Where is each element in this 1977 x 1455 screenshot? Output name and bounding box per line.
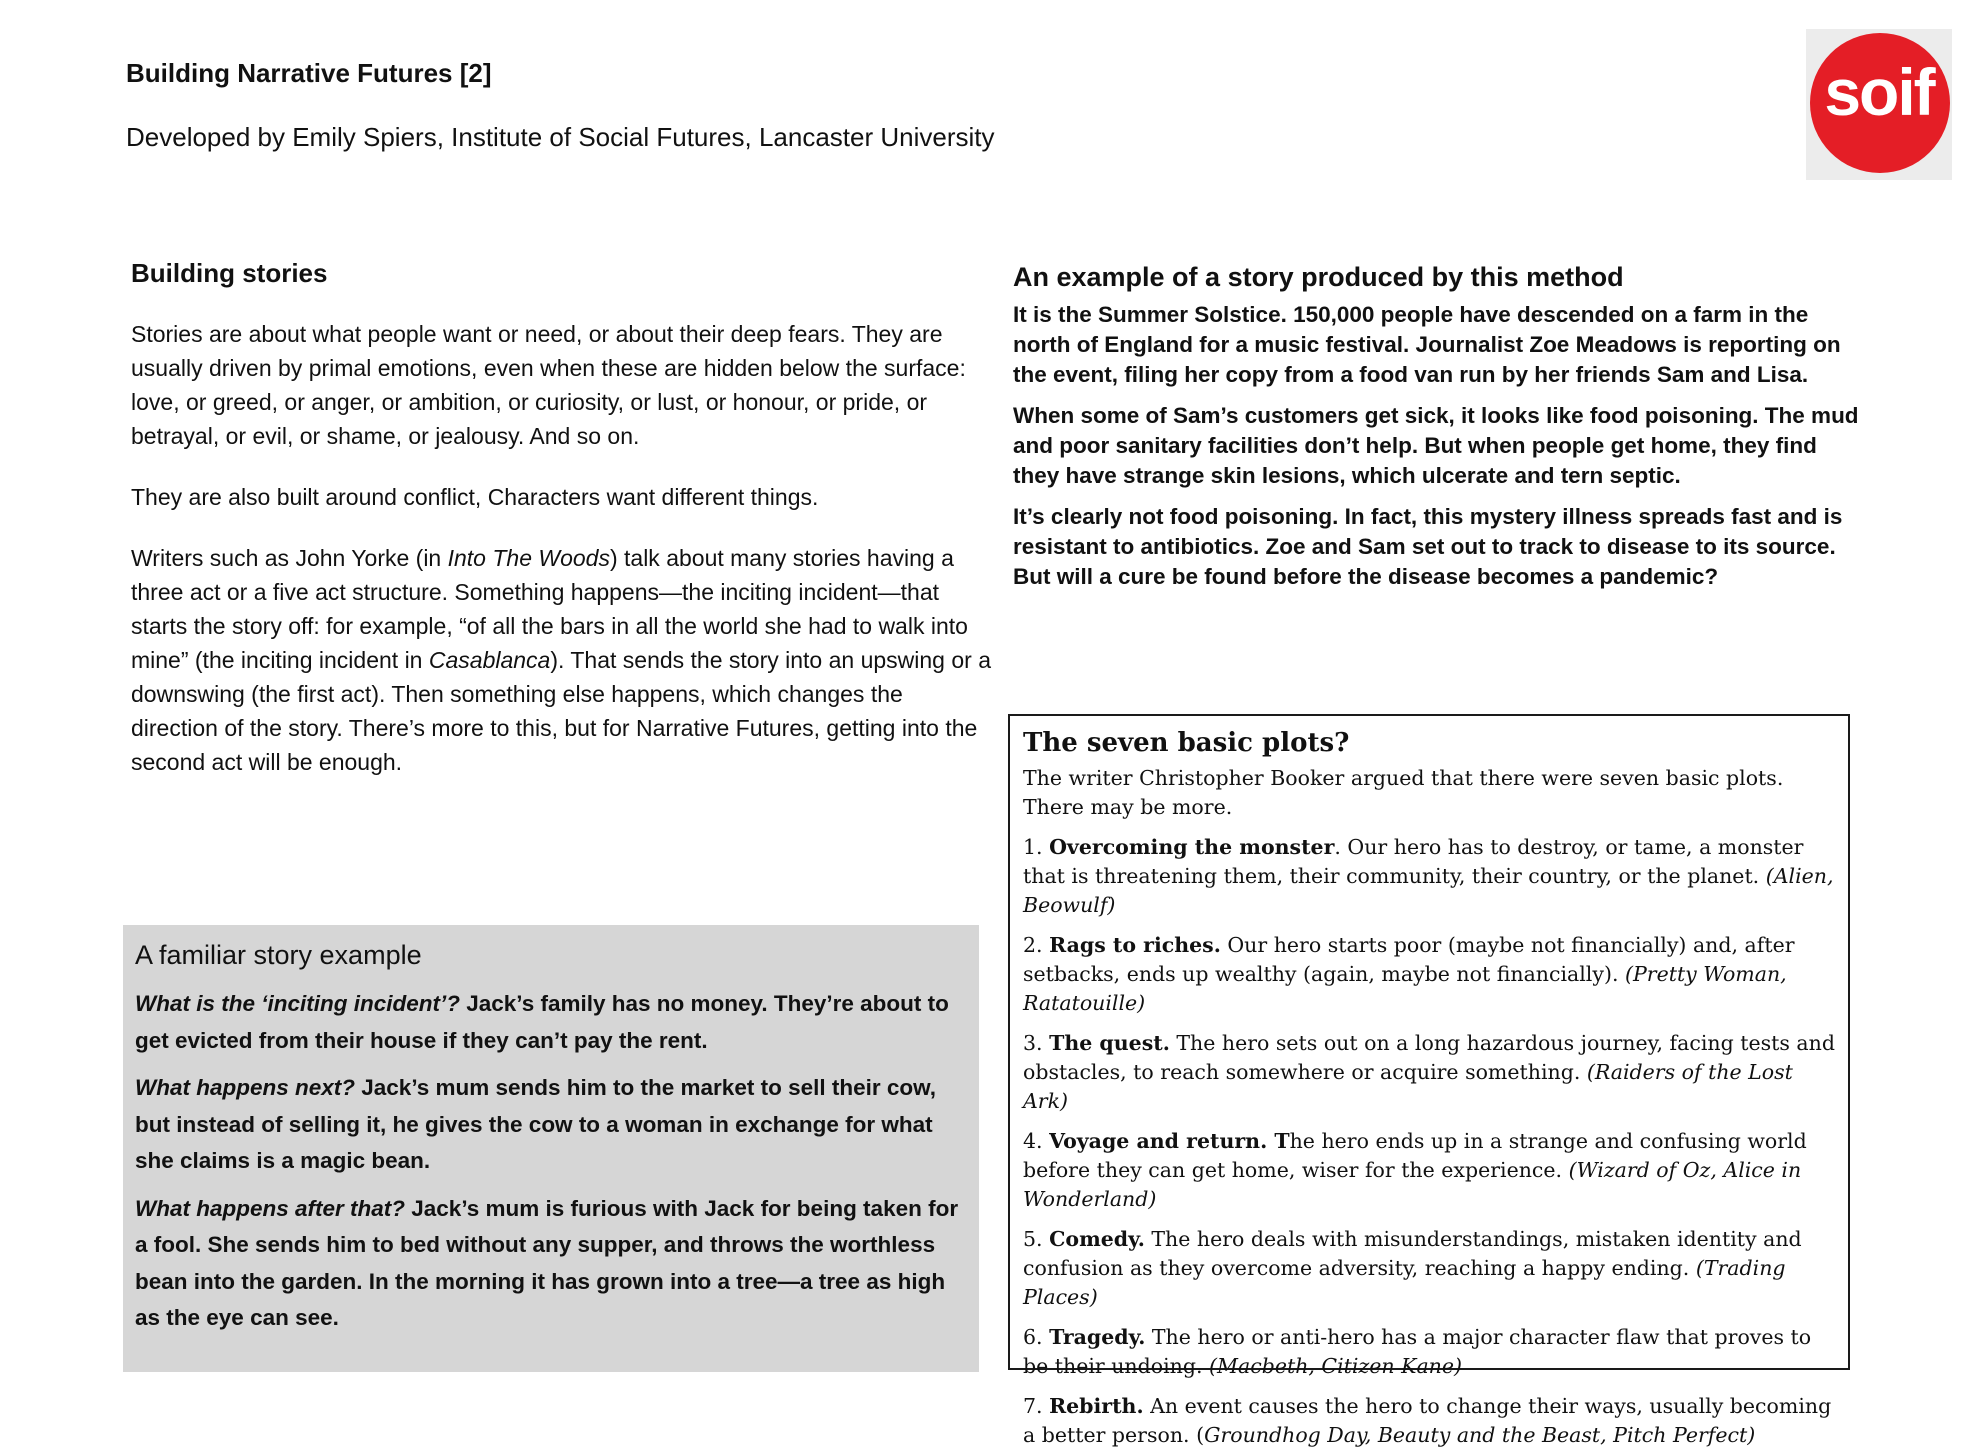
plot-description: The hero sets out on a long hazardous journey, facing tests and obstacles, to reach somewhere or acquire something.	[1023, 1031, 1835, 1084]
plot-item	[1023, 1029, 1838, 1116]
plot-name: The quest.	[1049, 1031, 1170, 1055]
plot-description: The hero deals with misunderstandings, mistaken identity and confusion as they overcome adversity, reaching a happy ending.	[1023, 1227, 1802, 1280]
plot-number: 6.	[1023, 1325, 1050, 1349]
plot-description: The hero or anti-hero has a major character flaw that proves to be their undoing.	[1023, 1325, 1812, 1378]
building-stories-paragraph-2: They are also built around conflict, Characters want different things.	[131, 484, 819, 510]
plot-description: An event causes the hero to change their ways, usually becoming a better person.	[1023, 1394, 1832, 1447]
seven-plots-intro: The writer Christopher Booker argued that there were seven basic plots. There may be more.	[1023, 766, 1784, 819]
familiar-question: What happens next?	[135, 1075, 356, 1100]
plot-examples: (Pretty Woman, Ratatouille)	[1023, 962, 1787, 1015]
building-stories-section	[131, 258, 991, 806]
familiar-answer: Jack’s family has no money. They’re about to get evicted from their house if they can’t pay the rent.	[135, 991, 949, 1053]
plot-number: 7.	[1023, 1394, 1050, 1418]
paragraph-text: ) talk about many stories having a three act or a five act structure. Something happens—the inciting incident—that starts the story off: for example, “of all the bars in all the world she had to walk into mine” (the inciting incident in	[131, 545, 968, 673]
plot-number: 2.	[1023, 933, 1050, 957]
familiar-answer: Jack’s mum sends him to the market to sell their cow, but instead of selling it, he gives the cow to a woman in exchange for what she claims is a magic bean.	[135, 1075, 937, 1173]
plot-number: 5.	[1023, 1227, 1050, 1251]
building-stories-heading: Building stories	[131, 258, 328, 288]
familiar-story-item	[135, 986, 967, 1059]
plot-example-prefix: (	[1196, 1423, 1205, 1447]
page-subtitle: Developed by Emily Spiers, Institute of Social Futures, Lancaster University	[126, 122, 995, 152]
familiar-answer: Jack’s mum is furious with Jack for being taken for a fool. She sends him to bed without any supper, and throws the worthless bean into the garden. In the morning it has grown into a tree—a tree as high as the eye can see.	[135, 1195, 959, 1330]
film-title: Casablanca	[428, 647, 551, 673]
plot-examples: (Alien, Beowulf)	[1023, 864, 1834, 917]
story-example-paragraph-1: It is the Summer Solstice. 150,000 people have descended on a farm in the north of England for a music festival. Journalist Zoe Meadows is reporting on the event, filing her copy from a food van run by her friends Sam and Lisa.	[1013, 302, 1841, 387]
plot-examples: (Wizard of Oz, Alice in Wonderland)	[1023, 1158, 1802, 1211]
familiar-question: What happens after that?	[135, 1195, 406, 1221]
story-example-heading: An example of a story produced by this method	[1013, 262, 1624, 292]
plot-examples: (Trading Places)	[1023, 1256, 1786, 1309]
plot-number: 1.	[1023, 835, 1050, 859]
plot-examples: (Raiders of the Lost Ark)	[1023, 1060, 1793, 1113]
story-example-paragraph-2: When some of Sam’s customers get sick, it looks like food poisoning. The mud and poor sanitary facilities don’t help. But when people get home, they find they have strange skin lesions, which ulcerate and tern septic.	[1013, 403, 1859, 488]
plot-item	[1023, 1127, 1838, 1214]
plot-description: . Our hero has to destroy, or tame, a monster that is threatening them, their community, their country, or the planet.	[1023, 835, 1804, 888]
familiar-story-heading: A familiar story example	[135, 940, 422, 970]
building-stories-paragraph-3	[131, 541, 991, 779]
seven-plots-box	[1008, 714, 1850, 1447]
plot-description: Our hero starts poor (maybe not financially) and, after setbacks, ends up wealthy (again, maybe not financially).	[1023, 933, 1795, 986]
plot-item	[1023, 931, 1838, 1018]
plot-item	[1023, 833, 1838, 920]
plot-name: Tragedy.	[1049, 1325, 1146, 1349]
plot-number: 3.	[1023, 1031, 1050, 1055]
plot-item	[1023, 1225, 1838, 1312]
plot-examples: Groundhog Day, Beauty and the Beast, Pitch Perfect)	[1204, 1423, 1756, 1447]
story-example-paragraph-3: It’s clearly not food poisoning. In fact, this mystery illness spreads fast and is resistant to antibiotics. Zoe and Sam set out to track to disease to its source. But will a cure be found before the disease becomes a pandemic?	[1013, 504, 1843, 589]
paragraph-text: ). That sends the story into an upswing or a downswing (the first act). Then something else happens, which changes the direction of the story. There’s more to this, but for Narrative Futures, getting into the second act will be enough.	[131, 647, 991, 775]
familiar-story-item	[135, 1191, 967, 1337]
paragraph-text: Writers such as John Yorke (in	[131, 545, 448, 571]
familiar-question: What is the ‘inciting incident’?	[135, 991, 460, 1016]
plot-item	[1023, 1323, 1838, 1381]
plot-description: he hero ends up in a strange and confusing world before they can get home, wiser for the experience.	[1023, 1129, 1807, 1182]
book-title: Into The Woods	[447, 545, 610, 571]
plot-name: Rags to riches.	[1049, 933, 1221, 957]
building-stories-paragraph-1: Stories are about what people want or need, or about their deep fears. They are usually driven by primal emotions, even when these are hidden below the surface: love, or greed, or anger, or ambition, or curiosity, or lust, or honour, or pride, or betrayal, or evil, or shame, or jealousy. And so on.	[131, 321, 966, 449]
story-example-section	[1013, 262, 1863, 603]
familiar-story-item	[135, 1070, 967, 1180]
plot-name: Rebirth.	[1049, 1394, 1144, 1418]
plot-item	[1023, 1392, 1838, 1450]
plot-name: Voyage and return. T	[1049, 1129, 1290, 1153]
logo-text: soif	[1824, 55, 1934, 129]
seven-plots-heading: The seven basic plots?	[1023, 728, 1350, 758]
plot-name: Comedy.	[1049, 1227, 1145, 1251]
soif-logo	[1806, 29, 1952, 180]
familiar-story-panel	[123, 925, 979, 1372]
plot-name: Overcoming the monster	[1049, 835, 1335, 859]
plot-number: 4.	[1023, 1129, 1050, 1153]
plot-examples: (Macbeth, Citizen Kane)	[1209, 1354, 1462, 1378]
page-title: Building Narrative Futures [2]	[126, 58, 492, 88]
